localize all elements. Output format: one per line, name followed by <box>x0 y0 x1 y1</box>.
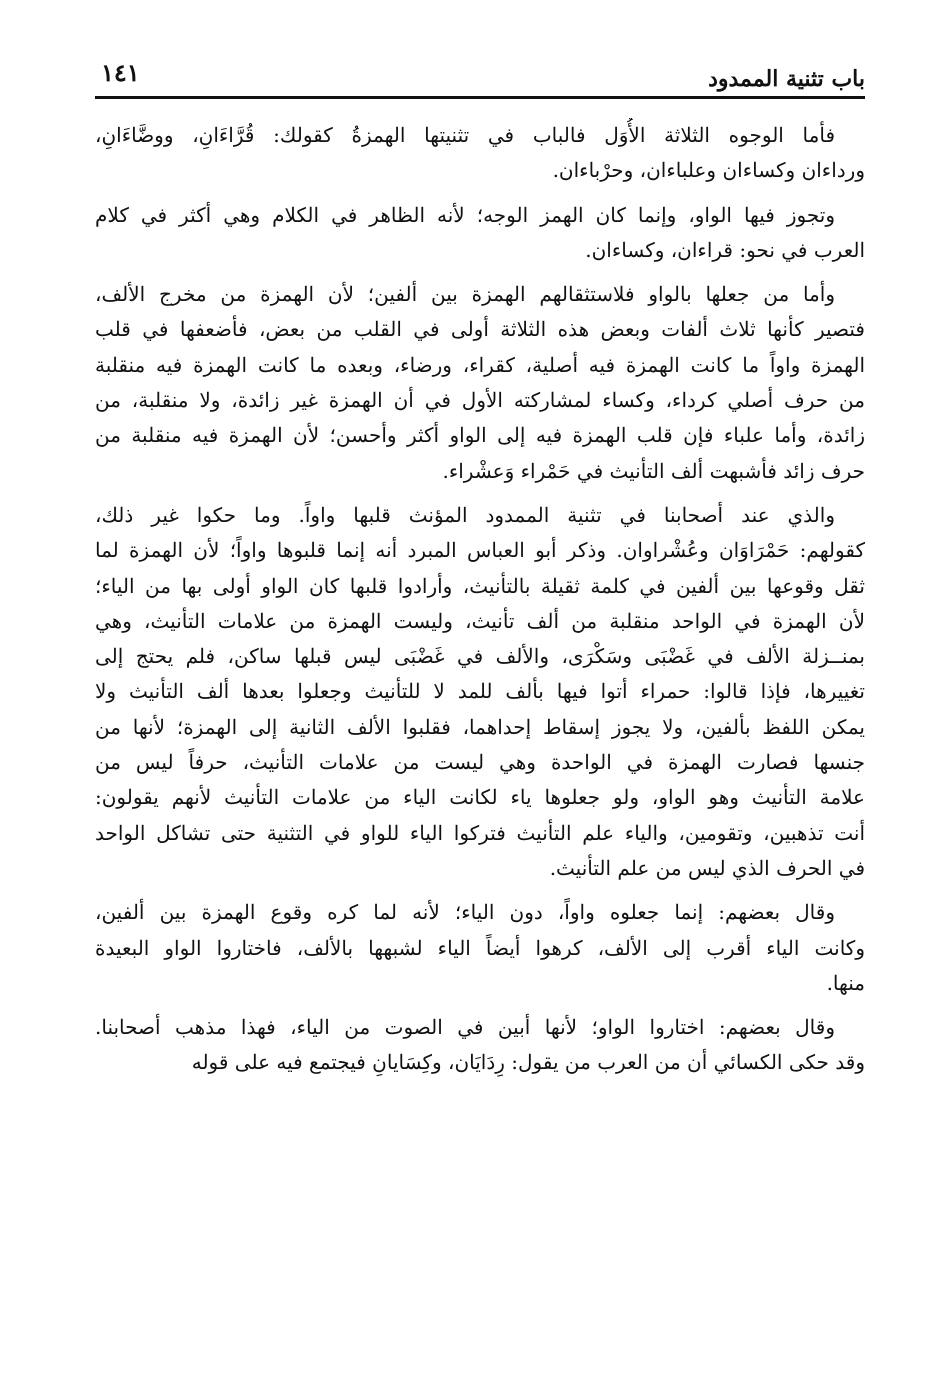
text-line: تغييرها، فإذا قالوا: حمراء أتوا فيها بألف للمد لا للتأنيث وجعلوا بعدها ألف التأنيث ولا <box>95 679 865 704</box>
text-line: منها. <box>826 970 865 995</box>
paragraph <box>95 895 865 1001</box>
text-line: لأن الهمزة في الواحد منقلبة من ألف تأنيث، وليست الهمزة من علامات التأنيث، وهي <box>95 608 865 633</box>
text-line: حرف زائد فأشبهت ألف التأنيث في حَمْراء وَعشْراء. <box>442 458 865 483</box>
text-line: بمنــزلة الألف في غَضْبَى وسَكْرَى، والألف في غَضْبَى ليس قبلها ساكن، فلم يحتج إلى <box>95 644 865 669</box>
text-line: وقد حكى الكسائي أن من العرب من يقول: رِدَايَان، وكِسَايانِ فيجتمع فيه على قوله <box>191 1050 865 1075</box>
paragraph <box>95 198 865 269</box>
text-line: علامة التأنيث وهو الواو، ولو جعلوها ياء لكانت الياء من علامات التأنيث لأنهم يقولون: <box>95 785 865 810</box>
text-line: وأما من جعلها بالواو فلاستثقالهم الهمزة بين ألفين؛ لأن الهمزة من مخرج الألف، <box>95 282 835 307</box>
text-line: والذي عند أصحابنا في تثنية الممدود المؤنث قلبها واواً. وما حكوا غير ذلك، <box>95 502 835 527</box>
chapter-title: باب تثنية الممدود <box>708 66 865 92</box>
header-divider <box>95 96 865 99</box>
page-header <box>95 56 865 96</box>
text-line: أنت تذهبين، وتقومين، والياء علم التأنيث فتركوا الياء للواو في التثنية حتى تشاكل الواحد <box>95 820 865 845</box>
text-line: كقولهم: حَمْرَاوَان وعُشْراوان. وذكر أبو العباس المبرد أنه إنما قلبوها واواً؛ لأن الهمزة لما <box>95 538 865 563</box>
text-line: وقال بعضهم: اختاروا الواو؛ لأنها أبين في الصوت من الياء، فهذا مذهب أصحابنا. <box>95 1015 835 1040</box>
text-line: يمكن اللفظ بألفين، ولا يجوز إسقاط إحداهما، فقلبوا الألف الثانية إلى الهمزة؛ لأنها من <box>95 714 865 739</box>
body-text <box>95 118 865 1090</box>
paragraph <box>95 277 865 489</box>
text-line: فتصير كأنها ثلاث ألفات وبعض هذه الثلاثة أولى في القلب من بعض، فأضعفها في قلب <box>95 317 865 342</box>
text-line: وتجوز فيها الواو، وإنما كان الهمز الوجه؛ لأنه الظاهر في الكلام وهي أكثر في كلام <box>95 202 835 227</box>
paragraph <box>95 498 865 886</box>
page-number: ١٤١ <box>101 58 140 87</box>
text-line: جنسها فصارت الهمزة في الواحدة وهي ليست من علامات التأنيث، حرفاً ليس من <box>95 750 865 775</box>
text-line: العرب في نحو: قراءان، وكساءان. <box>585 237 865 262</box>
text-line: الهمزة واواً ما كانت الهمزة فيه أصلية، كقراء، ورضاء، وبعده ما كانت الهمزة فيه منقلبة <box>95 352 865 377</box>
text-line: في الحرف الذي ليس من علم التأنيث. <box>549 855 865 880</box>
text-line: وكانت الياء أقرب إلى الألف، كرهوا أيضاً الياء لشبهها بالألف، فاختاروا الواو البعيدة <box>95 935 865 960</box>
text-line: زائدة، وأما علباء فإن قلب الهمزة فيه إلى الواو أكثر وأحسن؛ لأن الهمزة فيه منقلبة من <box>95 423 865 448</box>
paragraph <box>95 118 865 189</box>
paragraph <box>95 1010 865 1081</box>
text-line: من حرف أصلي كرداء، وكساء لمشاركته الأول في أن الهمزة غير زائدة، ولا منقلبة، من <box>95 388 865 413</box>
text-line: وقال بعضهم: إنما جعلوه واواً، دون الياء؛ لأنه لما كره وقوع الهمزة بين ألفين، <box>95 900 835 925</box>
text-line: ورداءان وكساءان وعلباءان، وحرْباءان. <box>552 158 865 183</box>
text-line: فأما الوجوه الثلاثة الأُوَل فالباب في تثنيتها الهمزةُ كقولك: قُرَّاءَانِ، ووضَّاءَانِ، <box>95 123 835 147</box>
text-line: ثقل وقوعها بين ألفين في كلمة ثقيلة بالتأنيث، وأرادوا قلبها كان الواو أولى بها من الياء؛ <box>95 573 865 598</box>
